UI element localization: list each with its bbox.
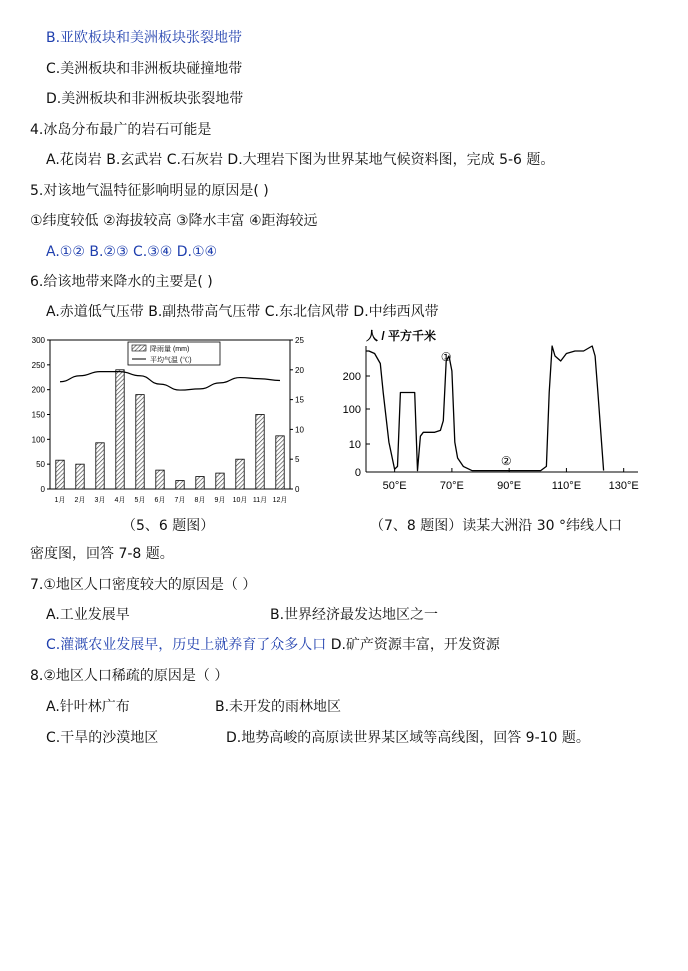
x-tick-label: 4月	[114, 497, 126, 504]
y-right-tick-label: 5	[295, 455, 300, 465]
x-tick-label: 2月	[74, 497, 86, 504]
y-left-tick-label: 100	[31, 435, 45, 445]
question-5-options: A.①② B.②③ C.③④ D.①④	[46, 244, 218, 260]
question-7-option-a: A.工业发展早	[46, 607, 130, 623]
y-right-tick-label: 10	[295, 425, 304, 435]
rainfall-bar	[96, 443, 104, 489]
y-tick-label: 10	[348, 439, 361, 451]
rainfall-bar	[216, 473, 224, 489]
temperature-line	[60, 372, 280, 390]
rainfall-bar	[56, 460, 64, 489]
rainfall-bar	[76, 464, 84, 489]
question-6-options: A.赤道低气压带 B.副热带高气压带 C.东北信风带 D.中纬西风带	[46, 304, 439, 320]
y-left-tick-label: 300	[31, 336, 45, 345]
question-6: 6.给该地带来降水的主要是( )	[30, 274, 213, 290]
figure-caption-5-6: （5、6 题图）	[122, 518, 215, 534]
x-tick-label: 70°E	[439, 480, 464, 492]
question-8: 8.②地区人口稀疏的原因是（ ）	[30, 668, 229, 684]
question-7-option-cd: C.灌溉农业发展早，历史上就养育了众多人口 D.矿产资源丰富，开发资源	[46, 637, 500, 653]
y-left-tick-label: 50	[36, 460, 45, 470]
rainfall-bar	[256, 415, 264, 490]
legend-rainfall-label: 降雨量 (mm)	[150, 346, 190, 353]
x-tick-label: 11月	[252, 497, 268, 504]
question-8-option-a: A.针叶林广布	[46, 699, 130, 715]
figure-caption-7-8-cont: 密度图，回答 7-8 题。	[30, 546, 174, 562]
y-tick-label: 100	[343, 404, 361, 416]
rainfall-bar	[156, 470, 164, 489]
annotation-1: ①	[440, 350, 452, 364]
legend-temperature-label: 平均气温 (℃)	[150, 357, 192, 364]
x-tick-label: 9月	[214, 497, 226, 504]
question-8-option-c: C.干旱的沙漠地区	[46, 730, 159, 746]
rainfall-bar	[176, 481, 184, 489]
x-tick-label: 130°E	[608, 480, 639, 492]
x-tick-label: 10月	[232, 497, 248, 504]
legend-bar-swatch	[132, 345, 146, 351]
y-left-tick-label: 250	[31, 360, 45, 370]
option-c-line: C.美洲板块和非洲板块碰撞地带	[46, 61, 243, 77]
x-tick-label: 6月	[154, 497, 166, 504]
figure-caption-7-8: （7、8 题图）读某大洲沿 30 °纬线人口	[370, 518, 622, 534]
question-5: 5.对该地气温特征影响明显的原因是( )	[30, 183, 269, 199]
climate-chart	[28, 330, 328, 515]
question-4-options: A.花岗岩 B.玄武岩 C.石灰岩 D.大理岩下图为世界某地气候资料图，完成 5-6 题。	[46, 152, 555, 168]
x-tick-label: 8月	[194, 497, 206, 504]
y-right-tick-label: 25	[295, 336, 304, 345]
rainfall-bar	[276, 436, 284, 489]
x-tick-label: 1月	[54, 497, 66, 504]
rainfall-bar	[136, 395, 144, 489]
y-left-tick-label: 200	[31, 385, 45, 395]
y-right-tick-label: 15	[295, 395, 304, 405]
rainfall-bar	[116, 370, 124, 489]
question-7: 7.①地区人口密度较大的原因是（ ）	[30, 577, 257, 593]
x-tick-label: 90°E	[497, 480, 522, 492]
question-8-option-b: B.未开发的雨林地区	[215, 699, 342, 715]
population-density-chart	[343, 324, 643, 494]
y-right-tick-label: 0	[295, 485, 300, 494]
question-7-option-b: B.世界经济最发达地区之一	[270, 607, 439, 623]
option-d-line: D.美洲板块和非洲板块张裂地带	[46, 91, 244, 107]
x-tick-label: 5月	[134, 497, 146, 504]
annotation-2: ②	[500, 454, 512, 468]
rainfall-bar	[236, 459, 244, 489]
x-tick-label: 110°E	[551, 480, 582, 492]
y-axis-title: 人 / 平方千米	[366, 329, 437, 343]
x-tick-label: 12月	[272, 497, 288, 504]
x-tick-label: 3月	[94, 497, 106, 504]
y-tick-label: 0	[354, 467, 361, 479]
x-tick-label: 7月	[174, 497, 186, 504]
y-tick-label: 200	[343, 371, 361, 383]
option-b-line: B.亚欧板块和美洲板块张裂地带	[46, 30, 243, 46]
x-tick-label: 50°E	[382, 480, 407, 492]
density-line	[366, 346, 604, 471]
rainfall-bar	[196, 477, 204, 489]
question-8-option-d: D.地势高峻的高原读世界某区域等高线图，回答 9-10 题。	[226, 730, 590, 746]
y-right-tick-label: 20	[295, 365, 304, 375]
y-left-tick-label: 150	[31, 410, 45, 420]
question-5-items: ①纬度较低 ②海拔较高 ③降水丰富 ④距海较远	[30, 213, 318, 229]
y-left-tick-label: 0	[40, 485, 45, 494]
question-4: 4.冰岛分布最广的岩石可能是	[30, 122, 212, 138]
